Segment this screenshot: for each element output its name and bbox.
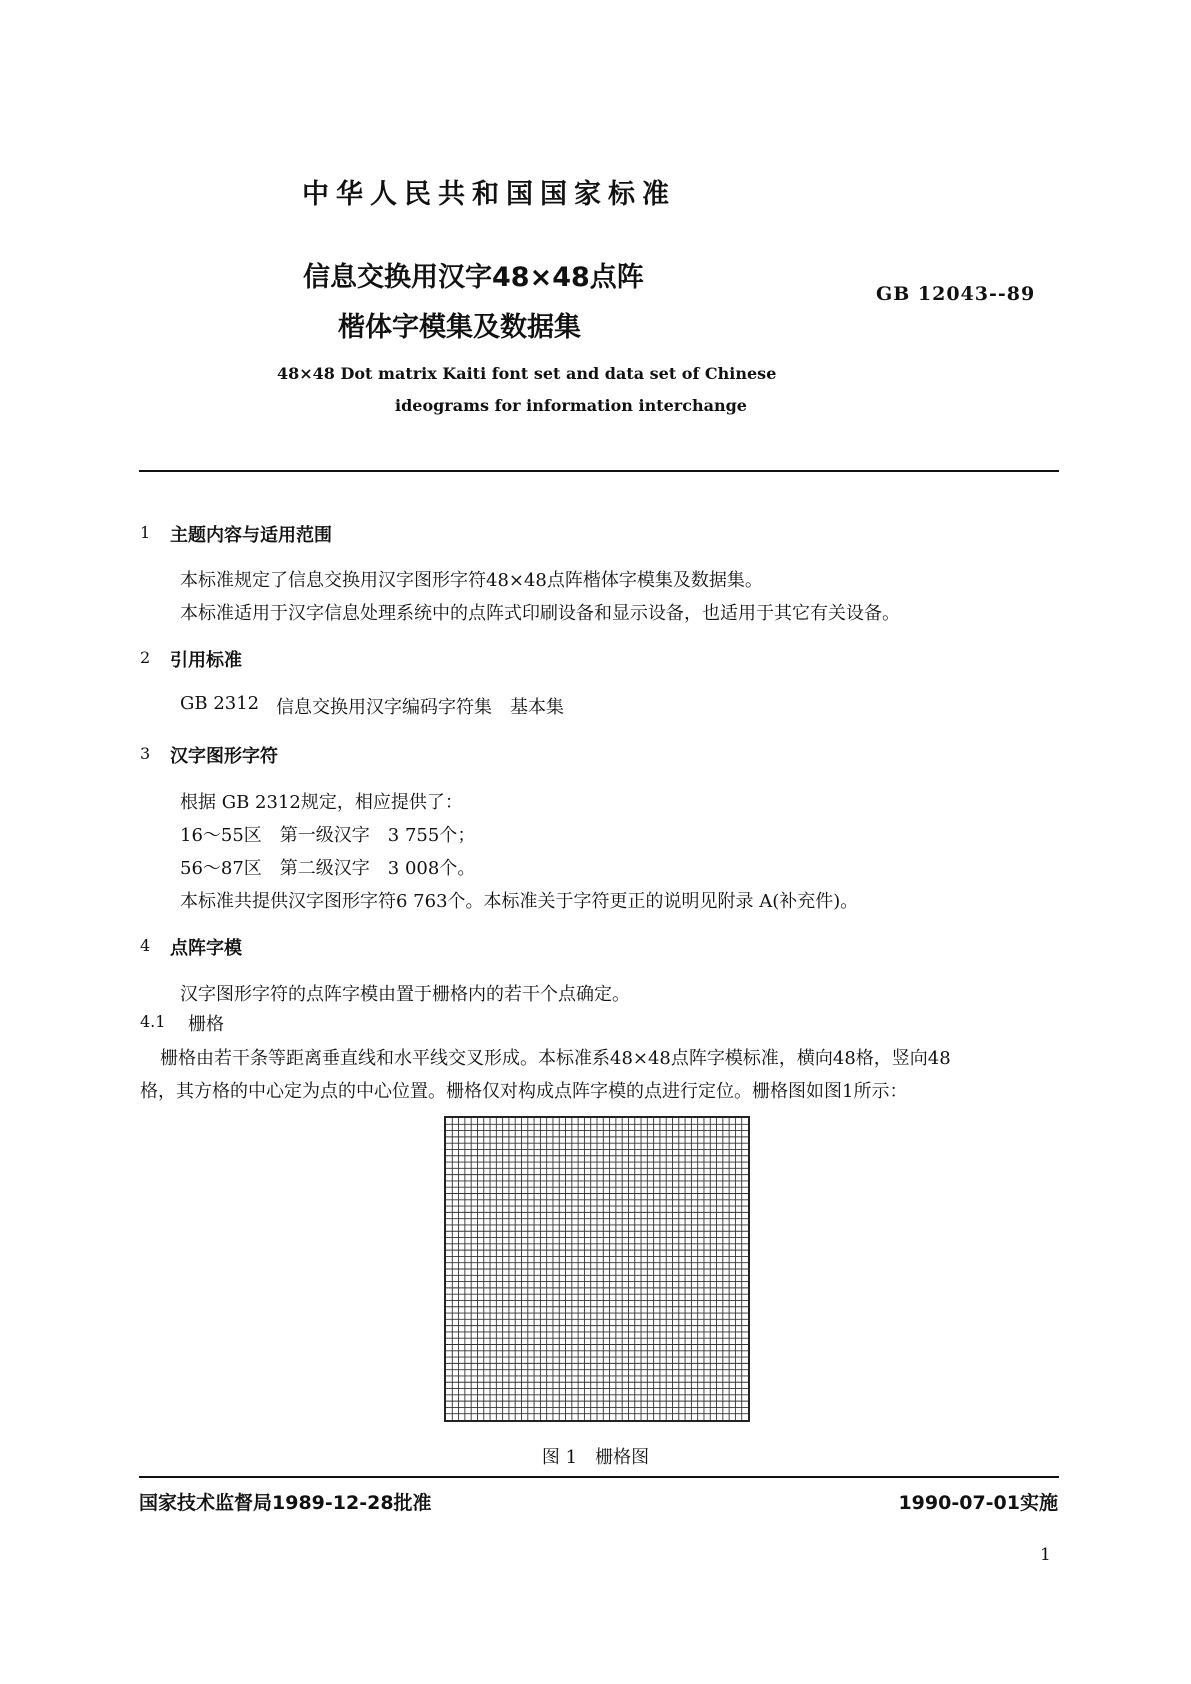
section-2-number: 2	[140, 648, 151, 667]
section-4-number: 4	[140, 936, 151, 955]
section-3-list-item-1: 16～55区 第一级汉字 3 755个；	[180, 825, 476, 846]
reference-code: GB 2312	[180, 693, 260, 714]
page-number: 1	[1040, 1545, 1051, 1565]
footer-divider	[139, 1476, 1059, 1478]
section-3-paragraph-2: 本标准共提供汉字图形字符6 763个。本标准关于字符更正的说明见附录 A(补充件)。	[180, 891, 859, 912]
section-4-paragraph-1: 汉字图形字符的点阵字模由置于栅格内的若干个点确定。	[180, 984, 630, 1005]
grid-lines	[446, 1118, 748, 1420]
reference-title: 信息交换用汉字编码字符集 基本集	[276, 697, 564, 718]
approval-date: 国家技术监督局1989-12-28批准	[139, 1492, 432, 1514]
section-3-paragraph-1: 根据 GB 2312规定，相应提供了：	[180, 792, 463, 813]
national-standard-heading: 中华人民共和国国家标准	[302, 179, 676, 210]
subsection-4-1-number: 4.1	[140, 1012, 166, 1031]
grid-figure	[444, 1116, 750, 1422]
title-en-line1: 48×48 Dot matrix Kaiti font set and data set of Chinese	[277, 364, 777, 383]
section-1-paragraph-2: 本标准适用于汉字信息处理系统中的点阵式印刷设备和显示设备，也适用于其它有关设备。	[180, 603, 900, 624]
section-3-title: 汉字图形字符	[170, 746, 278, 767]
title-en-line2: ideograms for information interchange	[395, 396, 747, 415]
effective-date: 1990-07-01实施	[898, 1492, 1058, 1514]
section-2-title: 引用标准	[170, 650, 242, 671]
section-3-number: 3	[140, 744, 151, 763]
subsection-4-1-paragraph-line1: 栅格由若干条等距离垂直线和水平线交叉形成。本标准系48×48点阵字模标准，横向48格，竖向48	[160, 1048, 951, 1069]
standard-number: GB 12043--89	[876, 283, 1036, 305]
title-cn-line1: 信息交换用汉字48×48点阵	[303, 262, 644, 293]
section-1-paragraph-1: 本标准规定了信息交换用汉字图形字符48×48点阵楷体字模集及数据集。	[180, 570, 763, 591]
section-3-list-item-2: 56～87区 第二级汉字 3 008个。	[180, 858, 476, 879]
header-divider	[139, 470, 1059, 472]
subsection-4-1-paragraph-line2: 格，其方格的中心定为点的中心位置。栅格仅对构成点阵字模的点进行定位。栅格图如图1所示：	[140, 1081, 908, 1102]
section-1-title: 主题内容与适用范围	[170, 525, 332, 546]
title-cn-line2: 楷体字模集及数据集	[338, 312, 581, 343]
figure-caption: 图 1 栅格图	[541, 1447, 650, 1468]
section-1-number: 1	[140, 523, 151, 542]
section-4-title: 点阵字模	[170, 938, 242, 959]
subsection-4-1-title: 栅格	[188, 1014, 224, 1035]
